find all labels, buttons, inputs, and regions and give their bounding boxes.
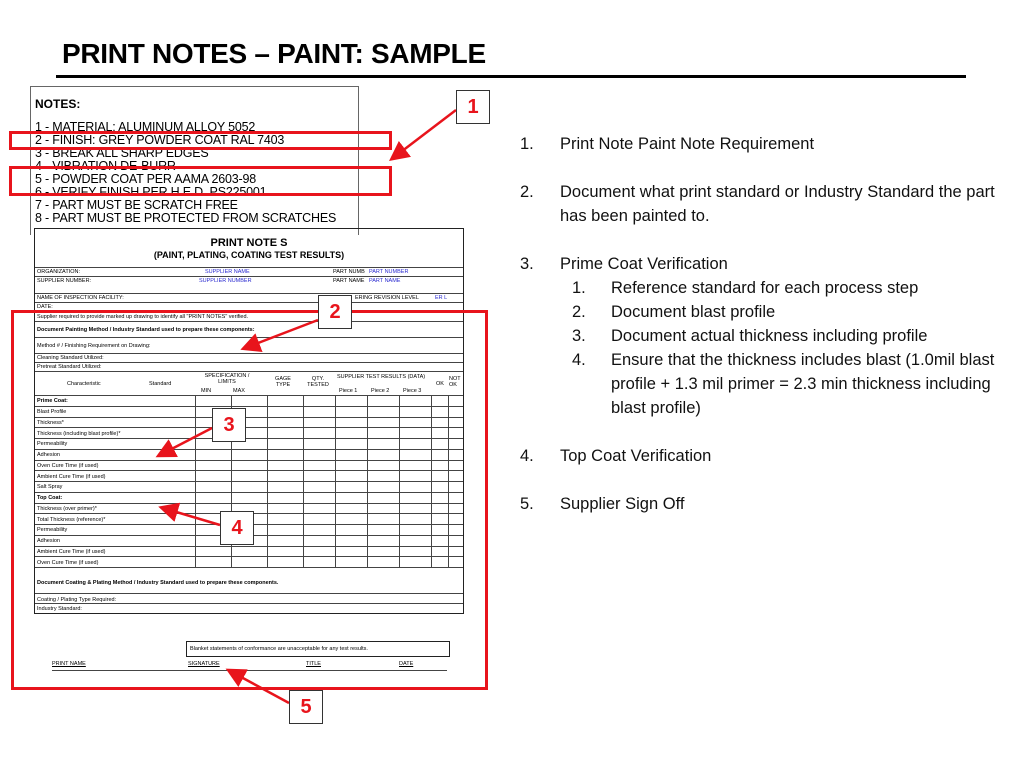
callout-badge-1: 1 [456,90,490,124]
list-text: Supplier Sign Off [560,495,685,513]
date-label: DATE: [37,304,53,310]
col-gage: GAGE TYPE [275,376,291,388]
note-line: 3 - BREAK ALL SHARP EDGES [35,146,209,160]
row-label: Thickness (including blast profile)* [37,430,121,437]
row-label: Ambient Cure Time (if used) [37,473,106,480]
page-title: PRINT NOTES – PAINT: SAMPLE [62,38,486,69]
list-text: Print Note Paint Note Requirement [560,135,815,153]
note-line: 2 - FINISH: GREY POWDER COAT RAL 7403 [35,133,285,147]
sub-number: 1. [572,279,586,297]
supplier-req-text: Supplier required to provide marked up drawing to identify all "PRINT NOTES" verified. [37,314,249,320]
col-spec: SPECIFICATION / LIMITS [204,373,250,385]
arrow-3 [160,428,212,455]
callout-badge-2: 2 [318,295,352,329]
row-label: Total Thickness (reference)* [37,516,106,523]
form-title: PRINT NOTE S [210,237,288,249]
list-number: 1. [520,135,534,153]
row-label: Salt Spray [37,484,63,491]
row-label: Thickness* [37,419,64,426]
note-line: 6 - VERIFY FINISH PER H.E.D. PS225001 [35,185,267,199]
part-number-value: PART NUMBER [369,269,409,275]
list-number: 3. [520,255,534,273]
doc-painting-label: Document Painting Method / Industry Standard used to prepare these components: [37,327,255,333]
row-label: Oven Cure Time (if used) [37,559,99,566]
row-label: Permeability [37,527,68,534]
col-piece1: Piece 1 [339,388,358,394]
col-max: MAX [233,388,245,394]
col-notok: NOT OK [449,376,461,388]
org-label: ORGANIZATION: [37,269,80,275]
supplier-number-label: SUPPLIER NUMBER: [37,278,92,284]
note-line: 8 - PART MUST BE PROTECTED FROM SCRATCHES [35,211,337,225]
doc-coating-label: Document Coating & Plating Method / Industry Standard used to prepare these components. [37,580,279,586]
signature-label: SIGNATURE [188,661,220,667]
list-number: 5. [520,495,534,513]
title-label: TITLE [306,661,321,667]
note-line: 7 - PART MUST BE SCRATCH FREE [35,198,238,212]
row-label: Blast Profile [37,409,67,416]
revision-label: ERING REVISION LEVEL [355,295,419,301]
part-name-label: PART NAME [333,278,365,284]
blanket-text: Blanket statements of conformance are unacceptable for any test results. [190,646,368,652]
sub-text: Document actual thickness including profile [611,327,928,345]
row-label: Thickness (over primer)* [37,505,97,512]
arrow-1 [393,110,456,158]
part-num-label: PART NUMB [333,269,365,275]
coating-type-label: Coating / Plating Type Required: [37,597,117,603]
supplier-number-value: SUPPLIER NUMBER [199,278,252,284]
row-label: Permeability [37,441,68,448]
col-min: MIN [201,388,212,394]
row-label: Adhesion [37,452,60,459]
list-number: 4. [520,447,534,465]
list-number: 2. [520,183,534,201]
row-label: Ambient Cure Time (if used) [37,548,106,555]
list-text: Document what print standard or Industry Standard the part has been painted to. [560,183,995,225]
list-text: Prime Coat Verification [560,255,728,273]
revision-value: ER L [435,295,448,301]
row-label: Top Coat: [37,495,63,502]
note-line: 1 - MATERIAL: ALUMINUM ALLOY 5052 [35,120,256,134]
sub-text: Document blast profile [611,303,776,321]
arrow-5 [230,671,289,703]
list-text: Top Coat Verification [560,447,712,465]
callout-badge-4: 4 [220,511,254,545]
row-label: Prime Coat: [37,398,68,405]
print-name-label: PRINT NAME [52,661,86,667]
col-ok: OK [436,381,444,387]
sub-number: 4. [572,351,586,369]
col-results: SUPPLIER TEST RESULTS (DATA) [337,374,426,380]
supplier-name-value: SUPPLIER NAME [205,269,250,275]
cleaning-label: Cleaning Standard Utilized: [37,355,104,361]
col-characteristic: Characteristic [67,381,101,387]
inspection-facility-label: NAME OF INSPECTION FACILITY: [37,295,124,301]
form-subtitle: (PAINT, PLATING, COATING TEST RESULTS) [153,250,345,260]
method-label: Method # / Finishing Requirement on Drawing: [37,343,151,349]
sub-text: Ensure that the thickness includes blast (1.0mil blast profile + 1.3 mil primer = 2.3 min thickness including blast profile) [611,351,995,417]
date-sign-label: DATE [399,661,414,667]
col-piece2: Piece 2 [371,388,390,394]
industry-standard-label: Industry Standard: [37,606,82,612]
sub-number: 2. [572,303,586,321]
part-name-value: PART NAME [369,278,401,284]
callout-badge-5: 5 [289,690,323,724]
col-piece3: Piece 3 [403,388,422,394]
notes-heading: NOTES: [35,97,81,111]
pretreat-label: Pretreat Standard Utilized: [37,364,102,370]
col-standard: Standard [149,381,172,387]
note-line: 4 - VIBRATION DE-BURR [35,159,176,173]
note-line: 5 - POWDER COAT PER AAMA 2603-98 [35,172,256,186]
callout-badge-3: 3 [212,408,246,442]
sub-number: 3. [572,327,586,345]
sub-text: Reference standard for each process step [611,279,919,297]
row-label: Oven Cure Time (if used) [37,462,99,469]
col-qty: QTY. TESTED [307,376,329,388]
arrow-2 [245,320,318,348]
arrow-4 [163,508,220,525]
row-label: Adhesion [37,538,60,545]
